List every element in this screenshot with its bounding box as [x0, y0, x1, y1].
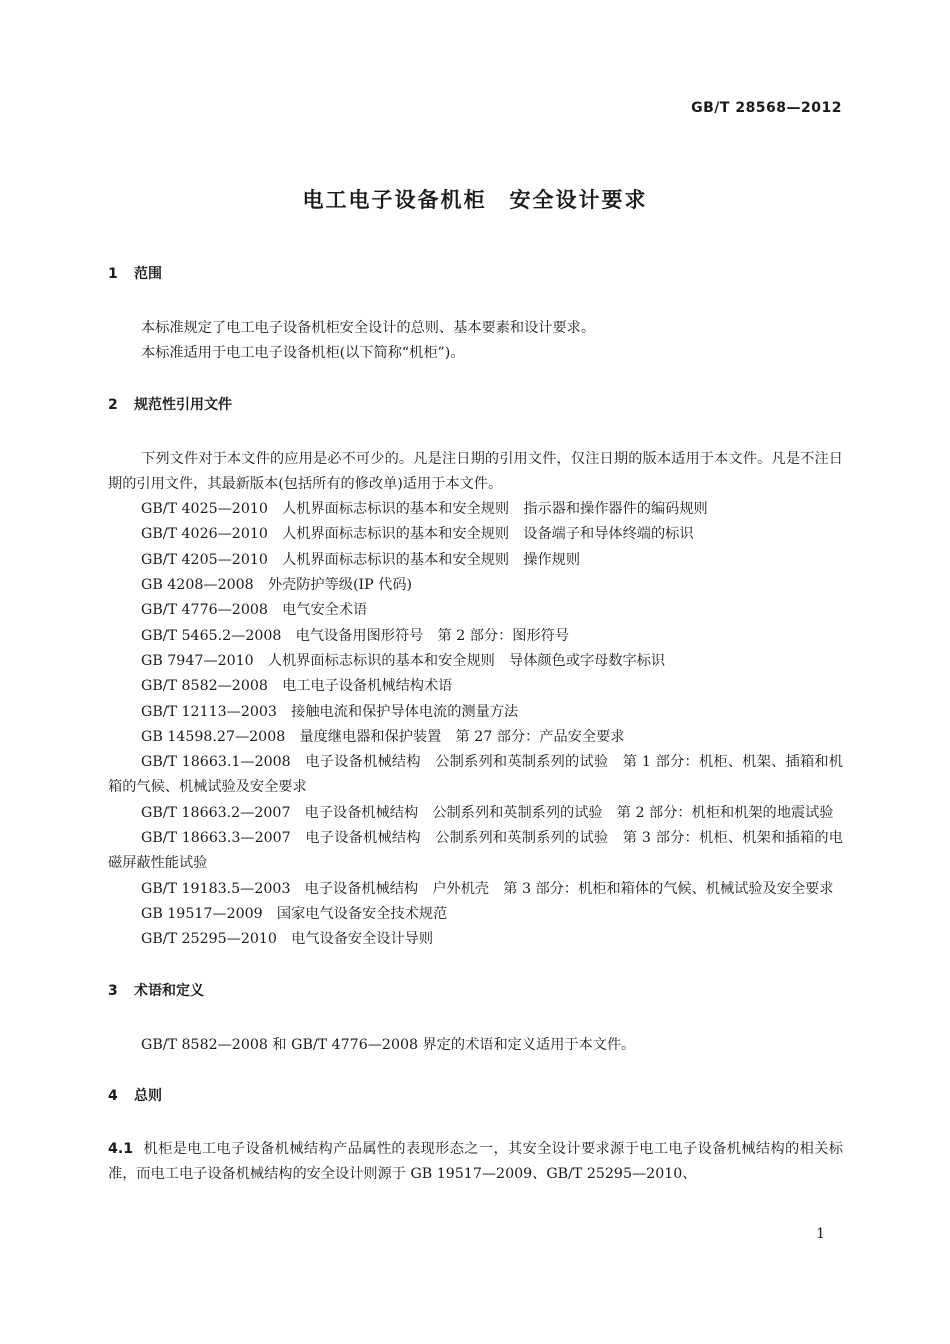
paragraph: 本标准规定了电工电子设备机柜安全设计的总则、基本要素和设计要求。 [141, 320, 596, 336]
document-title: 电工电子设备机柜 安全设计要求 [302, 188, 648, 212]
reference-item: GB/T 8582—2008 电工电子设备机械结构术语 [141, 678, 453, 695]
reference-item: GB/T 4026—2010 人机界面标志标识的基本和安全规则 设备端子和导体终端的标识 [141, 526, 694, 543]
paragraph: 下列文件对于本文件的应用是必不可少的。凡是注日期的引用文件，仅注日期的版本适用于本文件。凡是不注日期的引用文件，其最新版本(包括所有的修改单)适用于本文件。 [108, 450, 843, 492]
section-title: 规范性引用文件 [134, 396, 232, 413]
reference-item: GB/T 12113—2003 接触电流和保护导体电流的测量方法 [141, 703, 519, 720]
standard-number: GB/T 28568—2012 [691, 100, 842, 116]
reference-item: GB/T 19183.5—2003 电子设备机械结构 户外机壳 第 3 部分：机柜和箱体的气候、机械试验及安全要求 [141, 880, 834, 897]
paragraph: 本标准适用于电工电子设备机柜(以下简称“机柜”)。 [141, 345, 465, 362]
section-heading-terms-definitions [108, 979, 843, 1004]
section-number: 2 [108, 396, 118, 413]
reference-item: GB/T 4776—2008 电气安全术语 [141, 602, 368, 619]
reference-item: GB 4208—2008 外壳防护等级(IP 代码) [141, 577, 413, 594]
reference-item: GB/T 25295—2010 电气设备安全设计导则 [141, 931, 434, 948]
section-heading-scope [108, 262, 843, 287]
section-title: 总则 [134, 1087, 162, 1104]
section-number: 3 [108, 982, 118, 999]
clause-text: 机柜是电工电子设备机械结构产品属性的表现形态之一，其安全设计要求源于电工电子设备机械结构的相关标准，而电工电子设备机械结构的安全设计则源于 GB 19517—2009、GB/T 25295—2010、 [108, 1140, 843, 1183]
reference-item: GB 7947—2010 人机界面标志标识的基本和安全规则 导体颜色或字母数字标识 [141, 652, 666, 669]
section-heading-normative-references [108, 393, 843, 418]
section-title: 范围 [134, 266, 162, 282]
reference-item: GB/T 5465.2—2008 电气设备用图形符号 第 2 部分：图形符号 [141, 627, 570, 644]
reference-item: GB/T 4205—2010 人机界面标志标识的基本和安全规则 操作规则 [141, 551, 581, 568]
reference-item: GB/T 18663.2—2007 电子设备机械结构 公制系列和英制系列的试验 第 2 部分：机柜和机架的地震试验 [141, 804, 834, 821]
section-number: 1 [108, 266, 118, 282]
reference-item: GB/T 18663.3—2007 电子设备机械结构 公制系列和英制系列的试验 第 3 部分：机柜、机架和插箱的电磁屏蔽性能试验 [108, 830, 843, 872]
paragraph: GB/T 8582—2008 和 GB/T 4776—2008 界定的术语和定义适用于本文件。 [141, 1036, 636, 1053]
page-number: 1 [816, 1226, 825, 1242]
reference-item: GB/T 4025—2010 人机界面标志标识的基本和安全规则 指示器和操作器件的编码规则 [141, 501, 708, 518]
reference-item: GB 19517—2009 国家电气设备安全技术规范 [141, 905, 448, 922]
reference-item: GB 14598.27—2008 量度继电器和保护装置 第 27 部分：产品安全要求 [141, 728, 625, 745]
clause-number: 4.1 [108, 1140, 134, 1157]
reference-item: GB/T 18663.1—2008 电子设备机械结构 公制系列和英制系列的试验 第 1 部分：机柜、机架、插箱和机箱的气候、机械试验及安全要求 [108, 754, 843, 796]
section-heading-general [108, 1084, 843, 1109]
document-body [108, 262, 843, 1187]
clause-paragraph [108, 1137, 843, 1188]
section-title: 术语和定义 [134, 982, 204, 999]
section-number: 4 [108, 1087, 118, 1104]
